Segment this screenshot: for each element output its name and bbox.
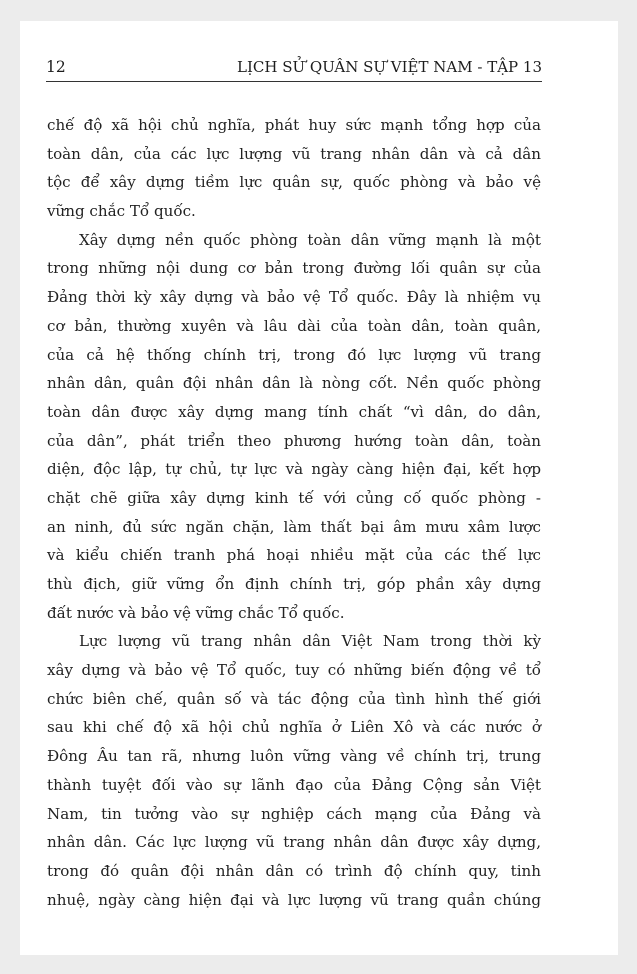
- page-header: [46, 57, 542, 82]
- text-line: nhân dân, quân đội nhân dân là nòng cốt. Nền quốc phòng: [47, 374, 541, 393]
- text-line: sau khi chế độ xã hội chủ nghĩa ở Liên Xô và các nước ở: [47, 718, 541, 737]
- text-line: tộc để xây dựng tiềm lực quân sự, quốc phòng và bảo vệ: [47, 173, 541, 192]
- paragraph: [47, 627, 541, 914]
- text-line: và kiểu chiến tranh phá hoại nhiều mặt của các thế lực: [47, 546, 541, 565]
- text-line: Đảng thời kỳ xây dựng và bảo vệ Tổ quốc. Đây là nhiệm vụ: [47, 288, 541, 307]
- body-text: [47, 111, 541, 914]
- text-line: chức biên chế, quân số và tác động của tình hình thế giới: [47, 689, 541, 708]
- text-line: Nam, tin tưởng vào sự nghiệp cách mạng của Đảng và: [47, 804, 541, 823]
- text-line: Xây dựng nền quốc phòng toàn dân vững mạnh là một: [79, 230, 541, 249]
- text-line: toàn dân được xây dựng mang tính chất “vì dân, do dân,: [47, 402, 541, 421]
- text-line: diện, độc lập, tự chủ, tự lực và ngày càng hiện đại, kết hợp: [47, 460, 541, 479]
- text-line: toàn dân, của các lực lượng vũ trang nhân dân và cả dân: [47, 144, 541, 163]
- text-line: thành tuyệt đối vào sự lãnh đạo của Đảng Cộng sản Việt: [47, 775, 541, 794]
- paragraph: [47, 111, 541, 226]
- text-line: của cả hệ thống chính trị, trong đó lực lượng vũ trang: [47, 345, 541, 364]
- text-line: nhân dân. Các lực lượng vũ trang nhân dân được xây dựng,: [47, 833, 541, 852]
- text-line: Đông Âu tan rã, nhưng luôn vững vàng về chính trị, trung: [47, 747, 541, 766]
- text-line: cơ bản, thường xuyên và lâu dài của toàn dân, toàn quân,: [47, 316, 541, 335]
- running-title: LỊCH SỬ QUÂN SỰ VIỆT NAM - TẬP 13: [237, 58, 542, 76]
- text-line: chặt chẽ giữa xây dựng kinh tế với củng cố quốc phòng -: [47, 488, 541, 507]
- text-line: an ninh, đủ sức ngăn chặn, làm thất bại âm mưu xâm lược: [47, 517, 541, 536]
- text-line: chế độ xã hội chủ nghĩa, phát huy sức mạnh tổng hợp của: [47, 116, 541, 134]
- text-line: nhuệ, ngày càng hiện đại và lực lượng vũ trang quần chúng: [47, 890, 541, 909]
- text-line: trong đó quân đội nhân dân có trình độ chính quy, tinh: [47, 861, 541, 880]
- text-line: trong những nội dung cơ bản trong đường lối quân sự của: [47, 259, 541, 278]
- text-line: đất nước và bảo vệ vững chắc Tổ quốc.: [47, 603, 345, 622]
- text-line: của dân”, phát triển theo phương hướng toàn dân, toàn: [47, 431, 541, 450]
- text-line: vững chắc Tổ quốc.: [47, 202, 196, 221]
- text-line: Lực lượng vũ trang nhân dân Việt Nam trong thời kỳ: [79, 632, 541, 651]
- text-line: thù địch, giữ vững ổn định chính trị, góp phần xây dựng: [47, 575, 541, 593]
- page-number: 12: [46, 58, 66, 76]
- paragraph: [47, 226, 541, 628]
- text-line: xây dựng và bảo vệ Tổ quốc, tuy có những biến động về tổ: [47, 661, 541, 680]
